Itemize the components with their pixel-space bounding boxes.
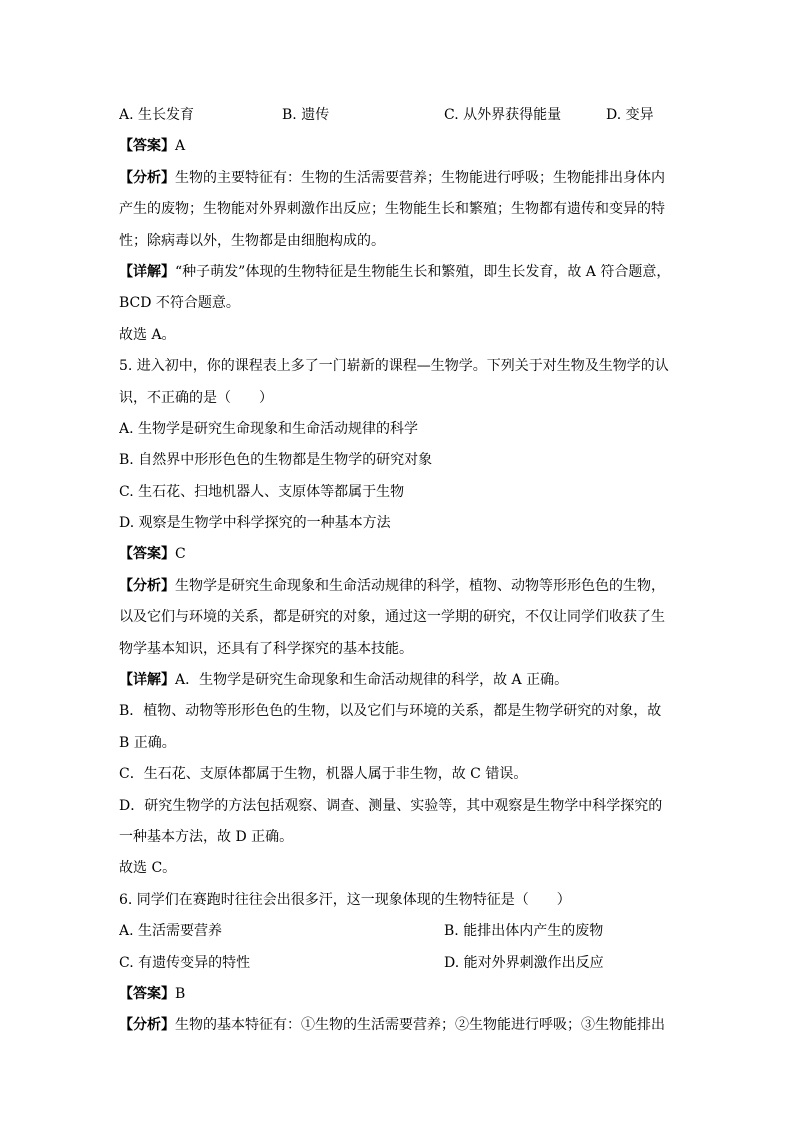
q4-option-d: D. 变异 (606, 107, 654, 123)
detail-tag: 【详解】 (119, 263, 175, 280)
q4-option-c: C. 从外界获得能量 (444, 107, 562, 123)
content-area (119, 100, 684, 1042)
q5-detail-line-2: B．植物、动物等形形色色的生物，以及它们与环境的关系，都是生物学研究的对象，故 (119, 703, 662, 720)
analysis-tag: 【分析】 (119, 169, 175, 186)
q5-option-d: D. 观察是生物学中科学探究的一种基本方法 (119, 515, 391, 532)
q6-options-row-1 (119, 916, 684, 947)
q5-option-b: B. 自然界中形形色色的生物都是生物学的研究对象 (119, 452, 433, 469)
q4-option-a: A. 生长发育 (119, 107, 195, 123)
q5-detail-line-3: B 正确。 (119, 734, 176, 751)
q4-answer (119, 131, 684, 162)
detail-tag: 【详解】 (119, 672, 175, 689)
q6-option-d: D. 能对外界刺激作出反应 (444, 954, 604, 971)
q6-option-a: A. 生活需要营养 (119, 923, 223, 940)
q4-analysis-line-3: 性；除病毒以外，生物都是由细胞构成的。 (119, 232, 385, 249)
answer-value: A (175, 138, 186, 155)
answer-tag: 【答案】 (119, 546, 175, 563)
q5-analysis-line-1 (119, 571, 684, 602)
q5-detail-line-5: D．研究生物学的方法包括观察、调查、测量、实验等，其中观察是生物学中科学探究的 (119, 797, 663, 814)
q6-stem: 6. 同学们在赛跑时往往会出很多汗，这一现象体现的生物特征是（ ） (119, 891, 571, 908)
q5-answer (119, 539, 684, 570)
q4-detail-line-2: BCD 不符合题意。 (119, 295, 240, 312)
q6-option-b: B. 能排出体内产生的废物 (444, 923, 604, 940)
analysis-text: 生物学是研究生命现象和生命活动规律的科学，植物、动物等形形色色的生物， (175, 577, 665, 594)
q4-option-b: B. 遗传 (282, 107, 330, 123)
q6-options-row-2 (119, 948, 684, 979)
q6-analysis-line-1 (119, 1010, 684, 1041)
analysis-text: 生物的基本特征有：①生物的生活需要营养；②生物能进行呼吸；③生物能排出 (175, 1017, 665, 1034)
q4-options-row (119, 100, 684, 131)
answer-tag: 【答案】 (119, 985, 175, 1002)
q4-analysis-line-2: 产生的废物；生物能对外界刺激作出反应；生物能生长和繁殖；生物都有遗传和变异的特 (119, 201, 665, 218)
analysis-text: 生物的主要特征有：生物的生活需要营养；生物能进行呼吸；生物能排出身体内 (175, 169, 665, 186)
answer-value: C (175, 546, 186, 563)
q5-detail-line-4: C．生石花、支原体都属于生物，机器人属于非生物，故 C 错误。 (119, 766, 528, 783)
q4-analysis-line-1 (119, 163, 684, 194)
answer-tag: 【答案】 (119, 138, 175, 155)
q4-conclusion: 故选 A。 (119, 326, 176, 343)
q5-detail-line-1 (119, 665, 684, 696)
q5-option-a: A. 生物学是研究生命现象和生命活动规律的科学 (119, 420, 419, 437)
detail-text: “种子萌发”体现的生物特征是生物能生长和繁殖，即生长发育，故 A 符合题意， (175, 263, 671, 280)
q5-option-c: C. 生石花、扫地机器人、支原体等都属于生物 (119, 483, 405, 500)
detail-text: A．生物学是研究生命现象和生命活动规律的科学，故 A 正确。 (175, 672, 569, 689)
answer-value: B (175, 985, 186, 1002)
q4-detail-line-1 (119, 257, 684, 288)
q6-option-c: C. 有遗传变异的特性 (119, 954, 251, 971)
q5-stem-line-2: 识，不正确的是（ ） (119, 389, 273, 406)
q6-answer (119, 979, 684, 1010)
q5-analysis-line-3: 物学基本知识，还具有了科学探究的基本技能。 (119, 640, 413, 657)
q5-stem-line-1: 5. 进入初中，你的课程表上多了一门崭新的课程—生物学。下列关于对生物及生物学的认 (119, 358, 669, 375)
q5-analysis-line-2: 以及它们与环境的关系，都是研究的对象，通过这一学期的研究，不仅让同学们收获了生 (119, 609, 665, 626)
q5-detail-line-6: 一种基本方法，故 D 正确。 (119, 828, 294, 845)
analysis-tag: 【分析】 (119, 577, 175, 594)
q5-conclusion: 故选 C。 (119, 860, 177, 877)
analysis-tag: 【分析】 (119, 1017, 175, 1034)
